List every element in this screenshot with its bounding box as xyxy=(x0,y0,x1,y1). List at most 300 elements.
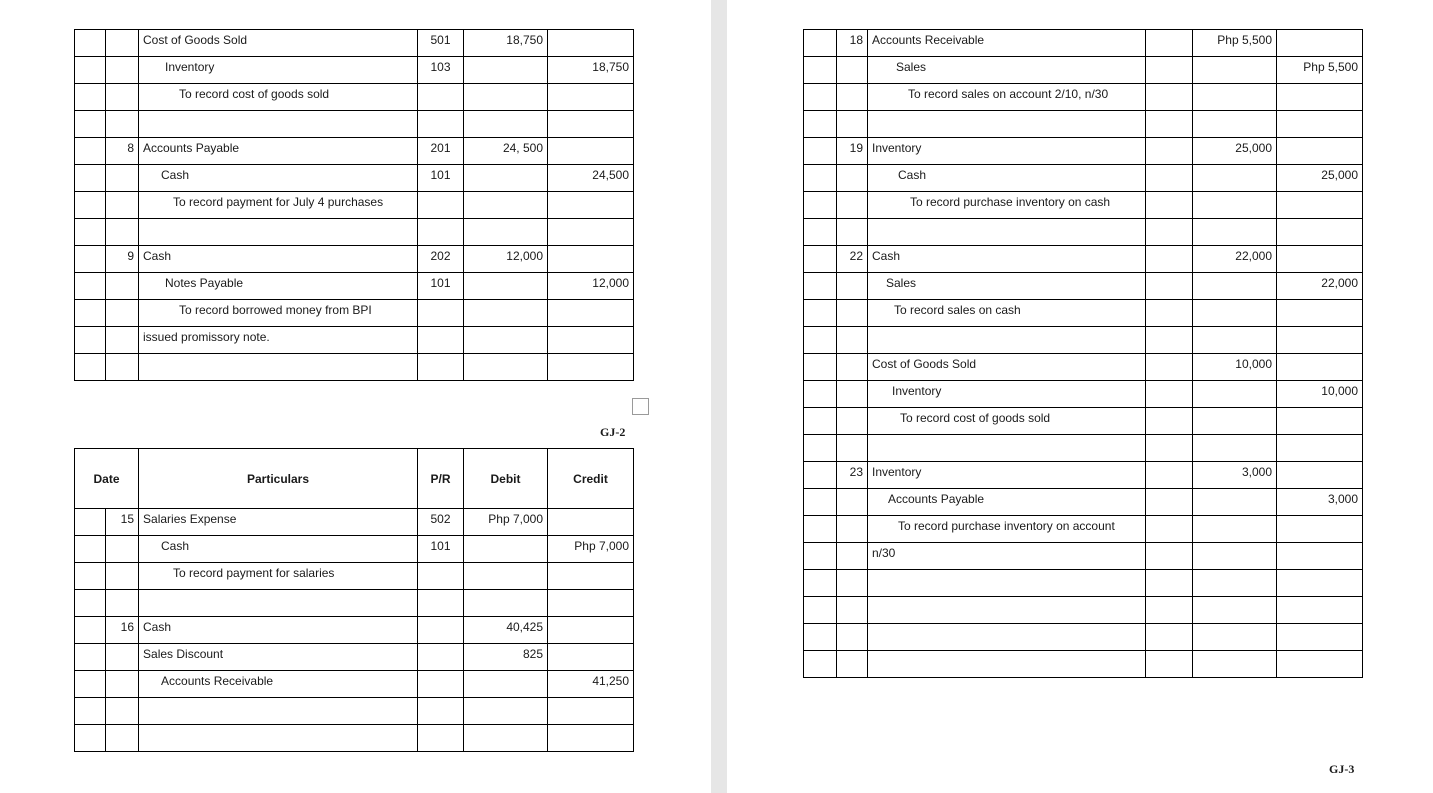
cell-blank xyxy=(804,30,837,57)
cell-pr xyxy=(1146,273,1193,300)
cell-blank xyxy=(75,725,106,752)
cell-date xyxy=(106,57,139,84)
cell-blank xyxy=(75,563,106,590)
cell-particulars xyxy=(139,219,418,246)
cell-debit xyxy=(464,300,548,327)
cell-particulars: Inventory xyxy=(139,57,418,84)
cell-debit: 24, 500 xyxy=(464,138,548,165)
cell-particulars: issued promissory note. xyxy=(139,327,418,354)
cell-particulars xyxy=(868,651,1146,678)
cell-debit xyxy=(1193,543,1277,570)
cell-pr xyxy=(1146,570,1193,597)
cell-blank xyxy=(804,219,837,246)
cell-credit xyxy=(548,219,634,246)
cell-debit xyxy=(464,192,548,219)
cell-debit xyxy=(464,273,548,300)
cell-blank xyxy=(75,273,106,300)
cell-date xyxy=(837,219,868,246)
cell-pr xyxy=(418,644,464,671)
cell-credit xyxy=(1277,624,1363,651)
cell-blank xyxy=(75,327,106,354)
cell-debit xyxy=(1193,408,1277,435)
cell-debit xyxy=(464,698,548,725)
cell-particulars xyxy=(868,570,1146,597)
table-row xyxy=(804,30,1363,57)
table-row xyxy=(804,543,1363,570)
cell-debit xyxy=(1193,192,1277,219)
cell-pr xyxy=(1146,57,1193,84)
cell-date xyxy=(837,651,868,678)
cell-particulars: Inventory xyxy=(868,138,1146,165)
cell-blank xyxy=(804,111,837,138)
cell-particulars: Cost of Goods Sold xyxy=(139,30,418,57)
cell-date: 23 xyxy=(837,462,868,489)
cell-particulars: Cost of Goods Sold xyxy=(868,354,1146,381)
cell-pr xyxy=(418,327,464,354)
cell-debit xyxy=(1193,651,1277,678)
cell-credit: 10,000 xyxy=(1277,381,1363,408)
cell-pr xyxy=(1146,435,1193,462)
cell-blank xyxy=(804,192,837,219)
table-row xyxy=(75,563,634,590)
table-row xyxy=(804,462,1363,489)
cell-debit xyxy=(1193,57,1277,84)
cell-date xyxy=(106,590,139,617)
cell-pr: 101 xyxy=(418,165,464,192)
cell-credit xyxy=(1277,435,1363,462)
cell-credit xyxy=(548,30,634,57)
cell-particulars: Accounts Receivable xyxy=(139,671,418,698)
journal-table-left-bottom xyxy=(74,448,634,752)
cell-pr xyxy=(1146,516,1193,543)
cell-pr xyxy=(1146,165,1193,192)
cell-pr xyxy=(418,698,464,725)
cell-credit xyxy=(548,509,634,536)
cell-particulars: Cash xyxy=(868,246,1146,273)
cell-pr xyxy=(418,219,464,246)
header-credit: Credit xyxy=(548,449,634,509)
cell-particulars: Notes Payable xyxy=(139,273,418,300)
table-header-row xyxy=(75,449,634,509)
table-row xyxy=(75,327,634,354)
cell-credit xyxy=(1277,354,1363,381)
cell-credit xyxy=(1277,543,1363,570)
cell-date xyxy=(837,84,868,111)
cell-particulars: Accounts Payable xyxy=(139,138,418,165)
cell-credit xyxy=(1277,516,1363,543)
table-row xyxy=(75,671,634,698)
cell-debit: 825 xyxy=(464,644,548,671)
table-row xyxy=(75,698,634,725)
cell-blank xyxy=(75,590,106,617)
cell-date: 16 xyxy=(106,617,139,644)
table-row xyxy=(804,354,1363,381)
cell-credit xyxy=(1277,462,1363,489)
table-row xyxy=(75,273,634,300)
cell-date xyxy=(106,563,139,590)
table-row xyxy=(804,516,1363,543)
cell-date xyxy=(837,327,868,354)
cell-debit: 18,750 xyxy=(464,30,548,57)
table-row xyxy=(75,165,634,192)
cell-blank xyxy=(75,671,106,698)
cell-debit xyxy=(1193,300,1277,327)
cell-pr xyxy=(1146,111,1193,138)
cell-pr xyxy=(418,192,464,219)
cell-debit xyxy=(464,725,548,752)
cell-credit: 25,000 xyxy=(1277,165,1363,192)
cell-debit: 40,425 xyxy=(464,617,548,644)
cell-particulars xyxy=(868,327,1146,354)
cell-pr xyxy=(1146,192,1193,219)
cell-particulars xyxy=(139,590,418,617)
cell-date: 19 xyxy=(837,138,868,165)
cell-debit xyxy=(1193,111,1277,138)
cell-credit xyxy=(548,300,634,327)
cell-particulars xyxy=(868,597,1146,624)
cell-blank xyxy=(804,165,837,192)
cell-date xyxy=(106,84,139,111)
cell-credit xyxy=(548,84,634,111)
cell-date xyxy=(106,273,139,300)
cell-blank xyxy=(75,246,106,273)
table-row xyxy=(804,597,1363,624)
cell-date xyxy=(106,300,139,327)
cell-debit xyxy=(1193,273,1277,300)
cell-particulars: Salaries Expense xyxy=(139,509,418,536)
cell-blank xyxy=(804,84,837,111)
cell-blank xyxy=(75,219,106,246)
cell-date xyxy=(837,435,868,462)
table-row xyxy=(75,536,634,563)
table-row xyxy=(75,300,634,327)
cell-particulars: To record sales on account 2/10, n/30 xyxy=(868,84,1146,111)
cell-particulars: Accounts Receivable xyxy=(868,30,1146,57)
table-row xyxy=(804,84,1363,111)
cell-blank xyxy=(804,273,837,300)
cell-date xyxy=(106,536,139,563)
cell-debit: Php 7,000 xyxy=(464,509,548,536)
cell-debit xyxy=(464,671,548,698)
cell-date xyxy=(837,192,868,219)
cell-blank xyxy=(804,246,837,273)
cell-credit xyxy=(1277,246,1363,273)
cell-particulars: n/30 xyxy=(868,543,1146,570)
table-row xyxy=(804,381,1363,408)
cell-debit: 25,000 xyxy=(1193,138,1277,165)
cell-blank xyxy=(75,617,106,644)
cell-particulars: To record purchase inventory on cash xyxy=(868,192,1146,219)
cell-date xyxy=(106,644,139,671)
cell-date xyxy=(106,219,139,246)
paragraph-checkbox[interactable] xyxy=(632,398,649,415)
cell-date: 22 xyxy=(837,246,868,273)
cell-credit: 3,000 xyxy=(1277,489,1363,516)
cell-debit xyxy=(464,536,548,563)
cell-particulars xyxy=(139,354,418,381)
cell-credit xyxy=(548,644,634,671)
cell-debit xyxy=(1193,624,1277,651)
cell-pr xyxy=(418,354,464,381)
cell-blank xyxy=(804,381,837,408)
cell-blank xyxy=(804,354,837,381)
table-row xyxy=(804,651,1363,678)
cell-credit: 41,250 xyxy=(548,671,634,698)
table-row xyxy=(75,192,634,219)
cell-date xyxy=(837,111,868,138)
cell-pr: 101 xyxy=(418,273,464,300)
table-row xyxy=(804,111,1363,138)
cell-pr xyxy=(1146,381,1193,408)
cell-credit: Php 7,000 xyxy=(548,536,634,563)
cell-debit xyxy=(464,219,548,246)
header-date: Date xyxy=(75,449,139,509)
cell-particulars: Cash xyxy=(139,536,418,563)
page-gutter xyxy=(711,0,727,793)
cell-debit: Php 5,500 xyxy=(1193,30,1277,57)
cell-particulars: To record borrowed money from BPI xyxy=(139,300,418,327)
cell-debit xyxy=(464,111,548,138)
cell-pr xyxy=(1146,30,1193,57)
table-row xyxy=(804,246,1363,273)
cell-debit xyxy=(1193,219,1277,246)
cell-credit xyxy=(548,563,634,590)
cell-blank xyxy=(75,111,106,138)
page-label-gj2: GJ-2 xyxy=(600,425,626,439)
cell-particulars: Sales xyxy=(868,57,1146,84)
cell-particulars: Cash xyxy=(868,165,1146,192)
cell-credit xyxy=(1277,597,1363,624)
cell-credit: 12,000 xyxy=(548,273,634,300)
cell-date xyxy=(837,354,868,381)
cell-pr xyxy=(1146,543,1193,570)
cell-debit xyxy=(1193,435,1277,462)
page-label-gj3: GJ-3 xyxy=(1329,762,1355,776)
cell-debit: 10,000 xyxy=(1193,354,1277,381)
table-row xyxy=(75,84,634,111)
cell-blank xyxy=(804,543,837,570)
table-row xyxy=(804,219,1363,246)
cell-credit: 22,000 xyxy=(1277,273,1363,300)
cell-blank xyxy=(804,435,837,462)
table-row xyxy=(804,408,1363,435)
cell-date xyxy=(106,111,139,138)
table-row xyxy=(75,590,634,617)
cell-pr xyxy=(418,617,464,644)
cell-blank xyxy=(804,624,837,651)
cell-credit xyxy=(548,617,634,644)
cell-debit xyxy=(464,590,548,617)
cell-pr xyxy=(418,563,464,590)
cell-date xyxy=(837,624,868,651)
cell-particulars: Cash xyxy=(139,246,418,273)
cell-blank xyxy=(75,192,106,219)
table-row xyxy=(75,246,634,273)
cell-date: 8 xyxy=(106,138,139,165)
cell-credit xyxy=(1277,408,1363,435)
cell-credit xyxy=(548,725,634,752)
cell-blank xyxy=(75,698,106,725)
cell-blank xyxy=(804,489,837,516)
table-row xyxy=(75,354,634,381)
cell-credit xyxy=(548,590,634,617)
cell-particulars xyxy=(139,111,418,138)
cell-pr xyxy=(418,300,464,327)
journal-table-right xyxy=(803,29,1363,678)
cell-pr xyxy=(418,84,464,111)
cell-debit xyxy=(1193,327,1277,354)
cell-blank xyxy=(804,516,837,543)
cell-blank xyxy=(75,509,106,536)
cell-date xyxy=(837,516,868,543)
cell-pr xyxy=(1146,219,1193,246)
cell-blank xyxy=(804,651,837,678)
header-debit: Debit xyxy=(464,449,548,509)
table-row xyxy=(804,57,1363,84)
cell-pr xyxy=(418,671,464,698)
cell-date xyxy=(837,381,868,408)
cell-particulars xyxy=(868,435,1146,462)
cell-pr: 501 xyxy=(418,30,464,57)
cell-date xyxy=(837,273,868,300)
cell-date xyxy=(837,597,868,624)
cell-particulars: To record cost of goods sold xyxy=(139,84,418,111)
table-row xyxy=(804,624,1363,651)
table-row xyxy=(75,138,634,165)
table-row xyxy=(75,644,634,671)
cell-blank xyxy=(804,57,837,84)
cell-blank xyxy=(75,84,106,111)
cell-particulars: To record payment for salaries xyxy=(139,563,418,590)
cell-debit xyxy=(464,84,548,111)
cell-pr: 103 xyxy=(418,57,464,84)
cell-date: 15 xyxy=(106,509,139,536)
cell-date xyxy=(106,327,139,354)
cell-pr: 502 xyxy=(418,509,464,536)
cell-pr xyxy=(1146,84,1193,111)
cell-pr xyxy=(1146,597,1193,624)
table-row xyxy=(75,509,634,536)
table-row xyxy=(804,300,1363,327)
cell-date xyxy=(837,489,868,516)
table-row xyxy=(804,435,1363,462)
cell-credit xyxy=(1277,651,1363,678)
table-row xyxy=(75,57,634,84)
cell-credit xyxy=(548,327,634,354)
cell-debit xyxy=(1193,516,1277,543)
cell-date xyxy=(837,408,868,435)
cell-blank xyxy=(804,327,837,354)
cell-particulars: Cash xyxy=(139,617,418,644)
cell-debit xyxy=(464,327,548,354)
cell-date xyxy=(106,165,139,192)
cell-debit xyxy=(464,165,548,192)
cell-blank xyxy=(75,30,106,57)
cell-pr xyxy=(1146,651,1193,678)
cell-pr xyxy=(1146,138,1193,165)
cell-credit xyxy=(1277,327,1363,354)
cell-blank xyxy=(75,300,106,327)
cell-pr xyxy=(418,590,464,617)
cell-date xyxy=(106,698,139,725)
cell-particulars: Sales Discount xyxy=(139,644,418,671)
cell-date xyxy=(837,543,868,570)
cell-debit: 3,000 xyxy=(1193,462,1277,489)
header-particulars: Particulars xyxy=(139,449,418,509)
cell-pr xyxy=(1146,624,1193,651)
cell-credit: Php 5,500 xyxy=(1277,57,1363,84)
cell-pr xyxy=(1146,246,1193,273)
table-row xyxy=(804,327,1363,354)
cell-blank xyxy=(75,644,106,671)
table-row xyxy=(804,138,1363,165)
cell-credit xyxy=(548,111,634,138)
table-row xyxy=(804,192,1363,219)
table-row xyxy=(75,111,634,138)
cell-particulars: To record cost of goods sold xyxy=(868,408,1146,435)
cell-blank xyxy=(75,536,106,563)
cell-debit xyxy=(1193,570,1277,597)
table-row xyxy=(75,725,634,752)
cell-particulars: To record payment for July 4 purchases xyxy=(139,192,418,219)
cell-credit xyxy=(548,192,634,219)
cell-credit xyxy=(1277,30,1363,57)
table-row xyxy=(75,30,634,57)
cell-debit: 22,000 xyxy=(1193,246,1277,273)
cell-credit xyxy=(548,698,634,725)
cell-pr xyxy=(1146,462,1193,489)
cell-date: 9 xyxy=(106,246,139,273)
cell-debit xyxy=(1193,489,1277,516)
cell-debit xyxy=(1193,597,1277,624)
table-row xyxy=(804,570,1363,597)
cell-date xyxy=(106,354,139,381)
cell-debit xyxy=(464,563,548,590)
cell-date xyxy=(837,300,868,327)
cell-particulars xyxy=(868,111,1146,138)
cell-date xyxy=(837,57,868,84)
cell-pr xyxy=(418,725,464,752)
cell-date xyxy=(106,30,139,57)
cell-credit xyxy=(1277,192,1363,219)
cell-blank xyxy=(804,408,837,435)
cell-debit xyxy=(464,57,548,84)
cell-pr xyxy=(418,111,464,138)
cell-date xyxy=(106,671,139,698)
cell-blank xyxy=(804,570,837,597)
table-row xyxy=(75,617,634,644)
cell-particulars: Sales xyxy=(868,273,1146,300)
cell-particulars xyxy=(139,725,418,752)
cell-blank xyxy=(75,138,106,165)
cell-blank xyxy=(75,57,106,84)
cell-particulars xyxy=(868,219,1146,246)
header-pr: P/R xyxy=(418,449,464,509)
cell-credit xyxy=(1277,111,1363,138)
cell-credit xyxy=(548,138,634,165)
table-row xyxy=(804,165,1363,192)
cell-debit xyxy=(1193,84,1277,111)
cell-particulars: To record purchase inventory on account xyxy=(868,516,1146,543)
cell-pr: 202 xyxy=(418,246,464,273)
cell-blank xyxy=(75,165,106,192)
cell-debit xyxy=(1193,165,1277,192)
cell-debit xyxy=(1193,381,1277,408)
table-row xyxy=(75,219,634,246)
cell-blank xyxy=(75,354,106,381)
cell-credit xyxy=(1277,219,1363,246)
cell-date xyxy=(106,725,139,752)
